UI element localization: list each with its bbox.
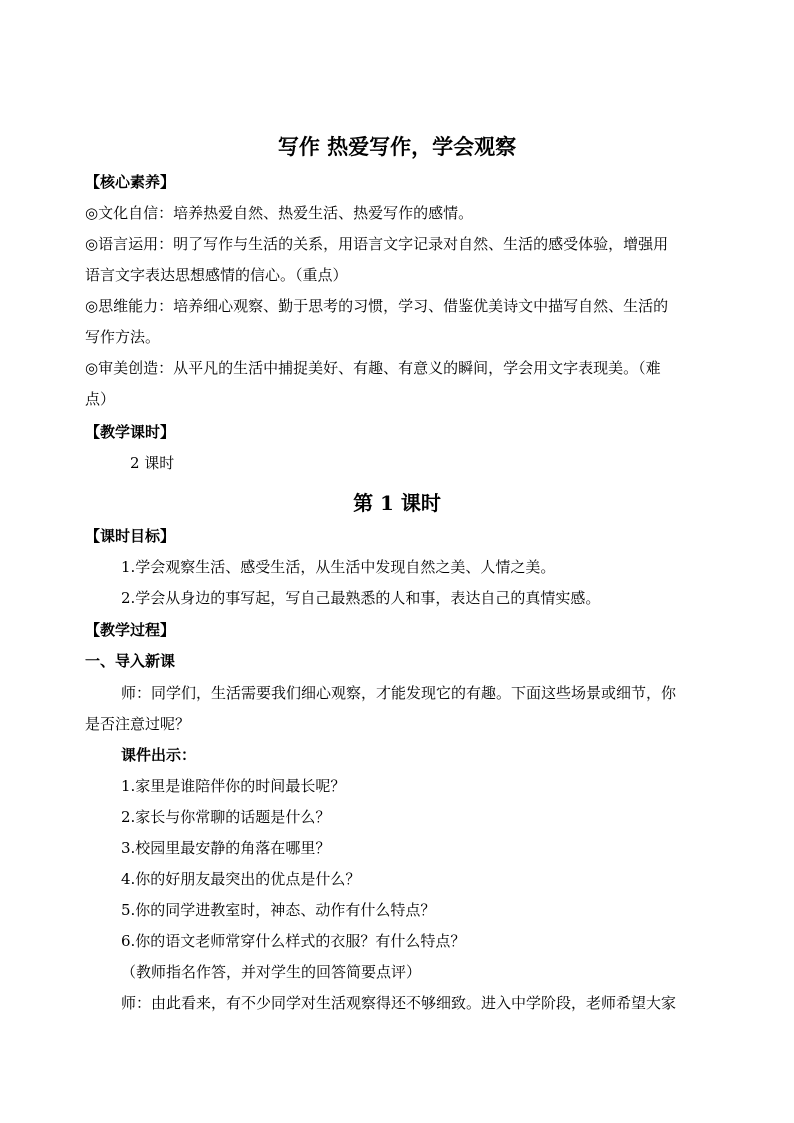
section-heading: 一、导入新课 [85,652,176,670]
core-literacy-item: ◎思维能力：培养细心观察、勤于思考的习惯，学习、借鉴优美诗文中描写自然、生活的 [85,297,669,315]
core-literacy-item: ◎文化自信：培养热爱自然、热爱生活、热爱写作的感情。 [85,204,474,222]
lesson-goal: 1.学会观察生活、感受生活，从生活中发现自然之美、人情之美。 [121,558,556,576]
core-literacy-item: 语言文字表达思想感情的信心。（重点） [85,266,348,284]
process-heading: 【教学过程】 [85,621,176,639]
core-literacy-item: 写作方法。 [85,328,161,346]
teacher-intro: 师：同学们，生活需要我们细心观察，才能发现它的有趣。下面这些场景或细节，你 [121,684,677,702]
teaching-hours-heading: 【教学课时】 [85,423,176,441]
teacher-intro-cont: 是否注意过呢？ [85,715,191,733]
question-item: 5.你的同学进教室时，神态、动作有什么特点？ [121,901,436,919]
teacher-note: （教师指名作答，并对学生的回答简要点评） [121,963,422,981]
question-item: 6.你的语文老师常穿什么样式的衣服？有什么特点？ [121,932,466,950]
core-literacy-item: 点） [85,390,116,408]
lesson-goals-heading: 【课时目标】 [85,527,176,545]
lesson-title: 第 1 课时 [353,491,441,515]
teacher-close: 师：由此看来，有不少同学对生活观察得还不够细致。进入中学阶段，老师希望大家 [121,994,677,1012]
question-item: 1.家里是谁陪伴你的时间最长呢？ [121,777,346,795]
core-literacy-item: ◎审美创造：从平凡的生活中捕捉美好、有趣、有意义的瞬间，学会用文字表现美。（难 [85,359,661,377]
teaching-hours-value: 2 课时 [130,454,175,472]
question-item: 2.家长与你常聊的话题是什么？ [121,808,331,826]
core-literacy-heading: 【核心素养】 [85,173,176,191]
question-item: 4.你的好朋友最突出的优点是什么？ [121,870,361,888]
document-title: 写作 热爱写作，学会观察 [277,134,517,159]
question-item: 3.校园里最安静的角落在哪里？ [121,839,331,857]
core-literacy-item: ◎语言运用：明了写作与生活的关系，用语言文字记录对自然、生活的感受体验，增强用 [85,235,669,253]
lesson-goal: 2.学会从身边的事写起，写自己最熟悉的人和事，表达自己的真情实感。 [121,589,601,607]
courseware-label: 课件出示： [121,746,197,764]
